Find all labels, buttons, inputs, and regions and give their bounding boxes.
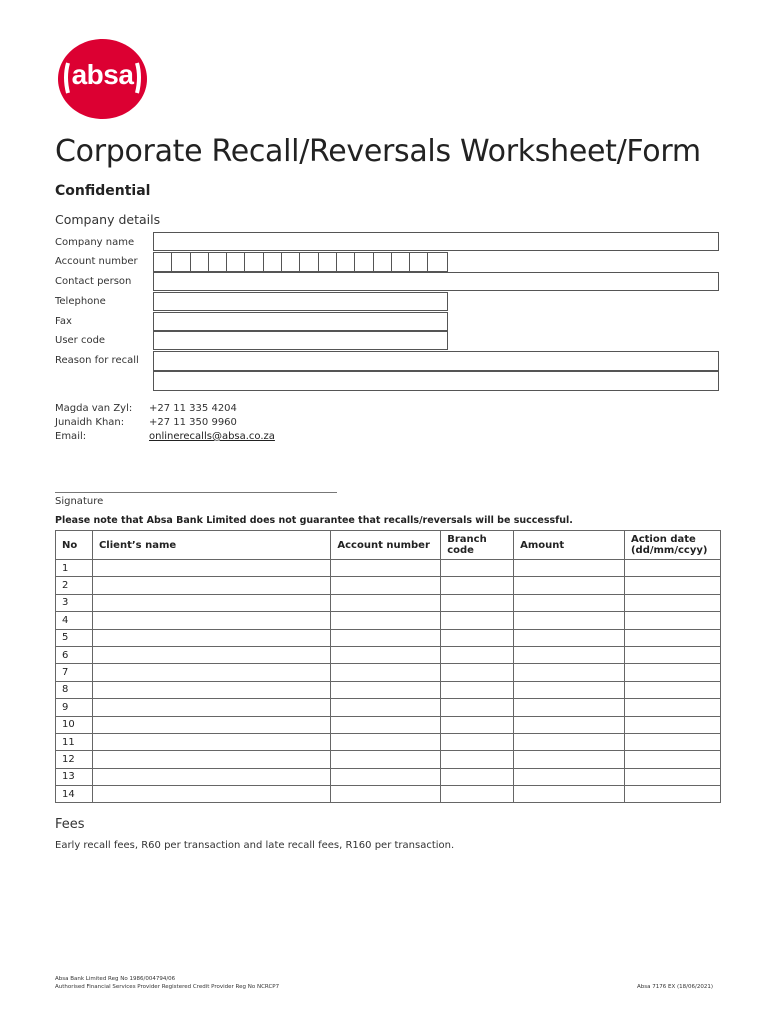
branch-code-cell[interactable] bbox=[441, 681, 514, 698]
account-number-cell[interactable] bbox=[331, 646, 441, 663]
contact-name: Email: bbox=[55, 431, 87, 442]
contact-names bbox=[55, 402, 132, 444]
table-row bbox=[56, 629, 721, 646]
account-number-cell[interactable] bbox=[331, 664, 441, 681]
account-number-cell[interactable] bbox=[331, 681, 441, 698]
row-number-cell: 14 bbox=[56, 786, 93, 803]
client-name-cell[interactable] bbox=[92, 768, 330, 785]
action-date-cell[interactable] bbox=[624, 560, 720, 577]
branch-code-cell[interactable] bbox=[441, 664, 514, 681]
footer-reg: Absa Bank Limited Reg No 1986/004794/06 bbox=[55, 976, 176, 982]
table-header-row bbox=[56, 531, 721, 560]
table-row bbox=[56, 716, 721, 733]
footer-legal bbox=[55, 975, 279, 991]
table-row bbox=[56, 699, 721, 716]
column-header-account-number: Account number bbox=[331, 531, 441, 560]
table-row bbox=[56, 594, 721, 611]
amount-cell[interactable] bbox=[514, 716, 625, 733]
amount-cell[interactable] bbox=[514, 577, 625, 594]
fees-heading: Fees bbox=[55, 817, 85, 832]
contact-name: Magda van Zyl: bbox=[55, 403, 133, 414]
account-number-cell[interactable] bbox=[331, 577, 441, 594]
amount-cell[interactable] bbox=[514, 612, 625, 629]
user-code-field[interactable] bbox=[153, 331, 448, 350]
action-date-cell[interactable] bbox=[624, 786, 720, 803]
table-row bbox=[56, 681, 721, 698]
branch-code-cell[interactable] bbox=[441, 786, 514, 803]
branch-code-cell[interactable] bbox=[441, 577, 514, 594]
row-number-cell: 4 bbox=[56, 612, 93, 629]
account-number-cell[interactable] bbox=[331, 699, 441, 716]
row-number-cell: 12 bbox=[56, 751, 93, 768]
amount-cell[interactable] bbox=[514, 733, 625, 750]
table-row bbox=[56, 560, 721, 577]
client-name-cell[interactable] bbox=[92, 681, 330, 698]
contact-person-label: Contact person bbox=[55, 276, 132, 287]
account-number-label: Account number bbox=[55, 256, 138, 267]
account-number-field[interactable] bbox=[153, 252, 448, 272]
client-name-cell[interactable] bbox=[92, 716, 330, 733]
contact-name: Junaidh Khan: bbox=[55, 417, 125, 428]
telephone-label: Telephone bbox=[55, 296, 106, 307]
table-row bbox=[56, 612, 721, 629]
footer-fsp: Authorised Financial Services Provider Registered Credit Provider Reg No NCRCP7 bbox=[55, 984, 280, 990]
row-number-cell: 11 bbox=[56, 733, 93, 750]
action-date-cell[interactable] bbox=[624, 699, 720, 716]
action-date-cell[interactable] bbox=[624, 681, 720, 698]
client-name-cell[interactable] bbox=[92, 751, 330, 768]
table-row bbox=[56, 733, 721, 750]
amount-cell[interactable] bbox=[514, 768, 625, 785]
row-number-cell: 6 bbox=[56, 646, 93, 663]
table-row bbox=[56, 786, 721, 803]
company-name-label: Company name bbox=[55, 237, 135, 248]
client-name-cell[interactable] bbox=[92, 699, 330, 716]
client-name-cell[interactable] bbox=[92, 560, 330, 577]
table-row bbox=[56, 577, 721, 594]
contact-values bbox=[149, 402, 275, 444]
client-name-cell[interactable] bbox=[92, 612, 330, 629]
table-row bbox=[56, 768, 721, 785]
account-number-cell[interactable] bbox=[331, 612, 441, 629]
amount-cell[interactable] bbox=[514, 560, 625, 577]
client-name-cell[interactable] bbox=[92, 629, 330, 646]
recall-table bbox=[55, 530, 721, 803]
action-date-cell[interactable] bbox=[624, 768, 720, 785]
action-date-cell[interactable] bbox=[624, 733, 720, 750]
footer-form-code: Absa 7176 EX (18/06/2021) bbox=[637, 984, 713, 990]
amount-cell[interactable] bbox=[514, 699, 625, 716]
client-name-cell[interactable] bbox=[92, 786, 330, 803]
table-row bbox=[56, 751, 721, 768]
reason-field-line1[interactable] bbox=[153, 351, 719, 371]
account-number-cell[interactable] bbox=[331, 768, 441, 785]
amount-cell[interactable] bbox=[514, 681, 625, 698]
row-number-cell: 1 bbox=[56, 560, 93, 577]
user-code-label: User code bbox=[55, 335, 106, 346]
action-date-cell[interactable] bbox=[624, 751, 720, 768]
disclaimer-note: Please note that Absa Bank Limited does not guarantee that recalls/reversals will be successful. bbox=[55, 515, 573, 526]
row-number-cell: 10 bbox=[56, 716, 93, 733]
account-number-cell[interactable] bbox=[331, 594, 441, 611]
branch-code-cell[interactable] bbox=[441, 646, 514, 663]
account-number-cell[interactable] bbox=[331, 786, 441, 803]
fees-text: Early recall fees, R60 per transaction and late recall fees, R160 per transaction. bbox=[55, 840, 455, 851]
amount-cell[interactable] bbox=[514, 629, 625, 646]
amount-cell[interactable] bbox=[514, 786, 625, 803]
action-date-cell[interactable] bbox=[624, 716, 720, 733]
absa-logo bbox=[55, 37, 150, 121]
client-name-cell[interactable] bbox=[92, 594, 330, 611]
row-number-cell: 7 bbox=[56, 664, 93, 681]
amount-cell[interactable] bbox=[514, 664, 625, 681]
branch-code-cell[interactable] bbox=[441, 560, 514, 577]
amount-cell[interactable] bbox=[514, 646, 625, 663]
signature-label: Signature bbox=[55, 496, 104, 507]
contact-phone: +27 11 350 9960 bbox=[149, 417, 237, 428]
contact-phone: +27 11 335 4204 bbox=[149, 403, 237, 414]
contact-person-field[interactable] bbox=[153, 272, 719, 291]
column-header-action-date: Action date (dd/mm/ccyy) bbox=[624, 531, 720, 560]
row-number-cell: 5 bbox=[56, 629, 93, 646]
branch-code-cell[interactable] bbox=[441, 768, 514, 785]
amount-cell[interactable] bbox=[514, 594, 625, 611]
table-row bbox=[56, 664, 721, 681]
amount-cell[interactable] bbox=[514, 751, 625, 768]
page-title: Corporate Recall/Reversals Worksheet/Form bbox=[55, 134, 701, 169]
account-number-cell[interactable] bbox=[331, 716, 441, 733]
fax-field[interactable] bbox=[153, 312, 448, 331]
client-name-cell[interactable] bbox=[92, 733, 330, 750]
action-date-cell[interactable] bbox=[624, 612, 720, 629]
branch-code-cell[interactable] bbox=[441, 751, 514, 768]
column-header-branch-code: Branch code bbox=[441, 531, 514, 560]
email-link[interactable]: onlinerecalls@absa.co.za bbox=[149, 431, 275, 442]
action-date-cell[interactable] bbox=[624, 629, 720, 646]
signature-line[interactable] bbox=[55, 492, 337, 493]
row-number-cell: 8 bbox=[56, 681, 93, 698]
branch-code-cell[interactable] bbox=[441, 733, 514, 750]
branch-code-cell[interactable] bbox=[441, 629, 514, 646]
confidential-label: Confidential bbox=[55, 183, 151, 199]
account-number-cell[interactable] bbox=[331, 629, 441, 646]
account-number-cell[interactable] bbox=[331, 560, 441, 577]
company-details-heading: Company details bbox=[55, 212, 161, 227]
branch-code-cell[interactable] bbox=[441, 699, 514, 716]
action-date-cell[interactable] bbox=[624, 664, 720, 681]
row-number-cell: 9 bbox=[56, 699, 93, 716]
client-name-cell[interactable] bbox=[92, 577, 330, 594]
row-number-cell: 3 bbox=[56, 594, 93, 611]
branch-code-cell[interactable] bbox=[441, 716, 514, 733]
branch-code-cell[interactable] bbox=[441, 594, 514, 611]
table-row bbox=[56, 646, 721, 663]
telephone-field[interactable] bbox=[153, 292, 448, 311]
reason-field-line2[interactable] bbox=[153, 371, 719, 391]
action-date-cell[interactable] bbox=[624, 577, 720, 594]
account-number-cell[interactable] bbox=[331, 751, 441, 768]
column-header-client-name: Client’s name bbox=[92, 531, 330, 560]
account-number-cell[interactable] bbox=[331, 733, 441, 750]
fax-label: Fax bbox=[55, 316, 72, 327]
client-name-cell[interactable] bbox=[92, 664, 330, 681]
column-header-amount: Amount bbox=[514, 531, 625, 560]
company-name-field[interactable] bbox=[153, 232, 719, 251]
branch-code-cell[interactable] bbox=[441, 612, 514, 629]
reason-label: Reason for recall bbox=[55, 355, 139, 366]
logo-text: absa bbox=[71, 59, 134, 90]
row-number-cell: 13 bbox=[56, 768, 93, 785]
action-date-cell[interactable] bbox=[624, 594, 720, 611]
client-name-cell[interactable] bbox=[92, 646, 330, 663]
column-header-no: No bbox=[56, 531, 93, 560]
row-number-cell: 2 bbox=[56, 577, 93, 594]
action-date-cell[interactable] bbox=[624, 646, 720, 663]
